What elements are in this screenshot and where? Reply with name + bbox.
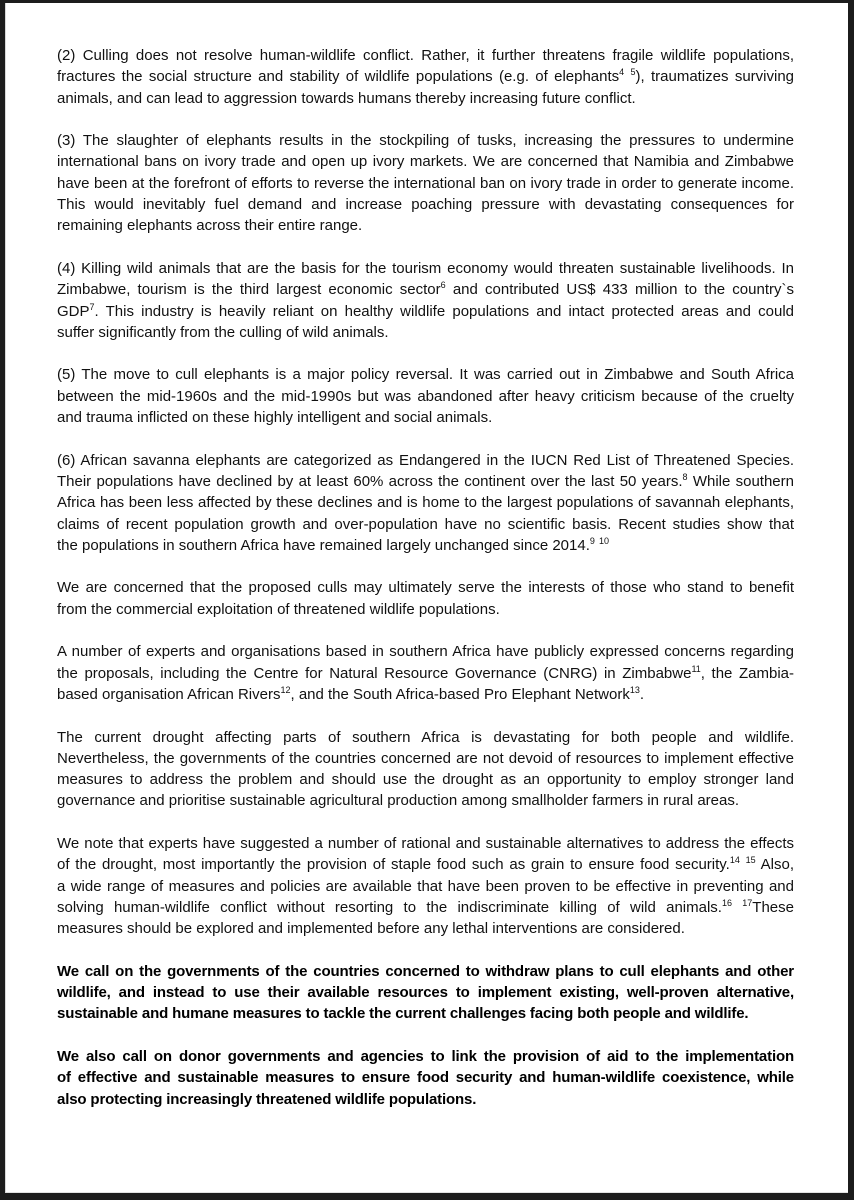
- paragraph-concern-commercial: [57, 577, 794, 620]
- text-line: [57, 66, 794, 87]
- text-line: [57, 535, 794, 556]
- footnote-reference: 4: [619, 67, 625, 78]
- footnote-reference: 17: [742, 897, 753, 908]
- text-line: [57, 897, 794, 918]
- paragraph-point-6: [57, 450, 794, 556]
- text-segment: We call on the governments of the countries concerned to withdraw plans to cull elephants and other: [57, 962, 794, 980]
- text-segment: This would inevitably fuel demand and increase poaching pressure with devastating consequences for: [57, 196, 794, 214]
- text-line: [57, 684, 794, 705]
- text-line: [57, 599, 794, 620]
- text-segment: suffer significantly from the culling of wild animals.: [57, 323, 389, 341]
- text-line: [57, 492, 794, 513]
- text-segment: of the drought, most importantly the provision of staple food such as grain to ensure food security.: [57, 856, 730, 874]
- text-line: [57, 45, 794, 66]
- text-line: [57, 918, 794, 939]
- document-page: [5, 3, 848, 1193]
- text-line: [57, 364, 794, 385]
- text-segment: (6) African savanna elephants are categorized as Endangered in the IUCN Red List of Threatened Species.: [57, 451, 794, 469]
- text-segment: [732, 899, 742, 916]
- text-segment: the populations in southern Africa have remained largely unchanged since 2014.: [57, 536, 590, 554]
- paragraph-point-2: [57, 45, 794, 109]
- text-segment: also protecting increasingly threatened wildlife populations.: [57, 1090, 477, 1108]
- text-segment: , the Zambia-: [700, 664, 794, 682]
- footnote-reference: 16: [721, 897, 732, 908]
- text-line: [57, 1046, 794, 1067]
- text-line: [57, 577, 794, 598]
- text-segment: While southern: [687, 472, 794, 490]
- text-segment: wildlife, and instead to use their available resources to implement existing, well-proven alternative,: [57, 984, 794, 1002]
- text-line: [57, 194, 794, 215]
- text-line: [57, 727, 794, 748]
- text-segment: We note that experts have suggested a number of rational and sustainable alternatives to address the effects: [57, 834, 794, 852]
- text-line: [57, 450, 794, 471]
- text-segment: .: [639, 685, 645, 703]
- text-segment: between the mid-1960s and the mid-1990s but was abandoned after heavy criticism because of the cruelty: [57, 387, 794, 405]
- document-body: [57, 45, 794, 1131]
- text-segment: sustainable and humane measures to tackle the current challenges facing both people and wildlife.: [57, 1005, 749, 1023]
- text-segment: (5) The move to cull elephants is a major policy reversal. It was carried out in Zimbabwe and South Africa: [57, 366, 794, 384]
- text-segment: the proposals, including the Centre for Natural Resource Governance (CNRG) in Zimbabwe: [57, 664, 692, 682]
- text-segment: solving human-wildlife conflict without resorting to the indiscriminate killing of wild animals.: [57, 898, 722, 916]
- paragraph-point-3: [57, 130, 794, 236]
- text-segment: (4) Killing wild animals that are the basis for the tourism economy would threaten sustainable livelihoods. In: [57, 259, 794, 277]
- text-segment: animals, and can lead to aggression towards humans thereby increasing future conflict.: [57, 89, 636, 107]
- text-line: [57, 833, 794, 854]
- text-segment: and contributed US$ 433 million to the country`s: [445, 281, 794, 299]
- text-segment: . This industry is heavily reliant on healthy wildlife populations and intact protected areas and could: [94, 302, 794, 320]
- text-line: [57, 407, 794, 428]
- footnote-reference: 6: [440, 280, 446, 291]
- text-line: [57, 88, 794, 109]
- text-line: [57, 130, 794, 151]
- text-segment: These: [752, 898, 794, 916]
- text-line: [57, 769, 794, 790]
- paragraph-drought: [57, 727, 794, 812]
- text-line: [57, 663, 794, 684]
- footnote-reference: 8: [682, 471, 688, 482]
- text-line: [57, 982, 794, 1003]
- text-segment: The current drought affecting parts of southern Africa is devastating for both people and wildlife.: [57, 728, 794, 746]
- text-segment: remaining elephants across their entire range.: [57, 217, 363, 235]
- footnote-reference: 15: [745, 855, 756, 866]
- footnote-reference: 11: [691, 663, 701, 674]
- text-segment: governance and prioritise sustainable agricultural production among smallholder farmers in rural areas.: [57, 792, 740, 810]
- text-segment: claims of recent population growth and over-population have no scientific basis. Recent studies show that: [57, 515, 794, 533]
- text-line: [57, 1089, 794, 1110]
- text-segment: have been at the forefront of efforts to reverse the international ban on ivory trade in order to generate income.: [57, 174, 794, 192]
- text-segment: based organisation African Rivers: [57, 685, 281, 703]
- footnote-reference: 14: [729, 855, 740, 866]
- paragraph-experts-organisations: [57, 641, 794, 705]
- paragraph-call-governments: [57, 961, 794, 1025]
- text-line: [57, 514, 794, 535]
- text-segment: Their populations have declined by at least 60% across the continent over the last 50 years.: [57, 472, 683, 490]
- text-segment: , and the South Africa-based Pro Elephant Network: [290, 685, 630, 703]
- text-line: [57, 641, 794, 662]
- text-segment: of effective and sustainable measures to ensure food security and human-wildlife coexistence, while: [57, 1069, 794, 1087]
- text-line: [57, 386, 794, 407]
- footnote-reference: 10: [599, 535, 610, 546]
- text-line: [57, 301, 794, 322]
- text-segment: a wide range of measures and policies are available that have been proven to be effective in preventing and: [57, 877, 794, 895]
- text-segment: measures should be explored and implemented before any lethal interventions are considered.: [57, 920, 685, 938]
- text-line: [57, 876, 794, 897]
- text-segment: Nevertheless, the governments of the countries concerned are not devoid of resources to implement effective: [57, 749, 794, 767]
- text-segment: We are concerned that the proposed culls may ultimately serve the interests of those who stand to benefit: [57, 579, 794, 597]
- footnote-reference: 9: [589, 535, 595, 546]
- footnote-reference: 12: [280, 684, 291, 695]
- text-line: [57, 1003, 794, 1024]
- text-segment: international bans on ivory trade and open up ivory markets. We are concerned that Namibia and Zimbabwe: [57, 153, 794, 171]
- text-segment: Africa has been less affected by these declines and is home to the largest populations of savannah elephants,: [57, 494, 794, 512]
- text-segment: We also call on donor governments and agencies to link the provision of aid to the implementation: [57, 1047, 794, 1065]
- text-segment: A number of experts and organisations based in southern Africa have publicly expressed concerns regarding: [57, 643, 794, 661]
- text-line: [57, 258, 794, 279]
- text-line: [57, 173, 794, 194]
- text-segment: measures to address the problem and should use the drought as an opportunity to employ stronger land: [57, 771, 794, 789]
- paragraph-point-5: [57, 364, 794, 428]
- text-line: [57, 748, 794, 769]
- text-segment: ), traumatizes surviving: [635, 68, 795, 86]
- text-line: [57, 215, 794, 236]
- text-line: [57, 961, 794, 982]
- text-segment: from the commercial exploitation of threatened wildlife populations.: [57, 600, 500, 618]
- paragraph-point-4: [57, 258, 794, 343]
- footnote-reference: 13: [629, 684, 640, 695]
- footnote-reference: 7: [89, 301, 95, 312]
- text-segment: (2) Culling does not resolve human-wildlife conflict. Rather, it further threatens fragile wildlife populations,: [57, 47, 794, 64]
- text-segment: GDP: [57, 302, 90, 320]
- text-segment: Zimbabwe, tourism is the third largest economic sector: [57, 281, 441, 299]
- text-segment: and trauma inflicted on these highly intelligent and social animals.: [57, 409, 493, 427]
- text-segment: fractures the social structure and stability of wildlife populations (e.g. of elephants: [57, 68, 620, 86]
- text-line: [57, 790, 794, 811]
- text-line: [57, 151, 794, 172]
- text-segment: Also,: [755, 856, 795, 874]
- text-line: [57, 279, 794, 300]
- text-line: [57, 1067, 794, 1088]
- text-segment: (3) The slaughter of elephants results in the stockpiling of tusks, increasing the pressures to undermine: [57, 132, 794, 150]
- text-line: [57, 854, 794, 875]
- text-line: [57, 471, 794, 492]
- paragraph-alternatives: [57, 833, 794, 939]
- paragraph-call-donors: [57, 1046, 794, 1110]
- footnote-reference: 5: [630, 67, 636, 78]
- text-line: [57, 322, 794, 343]
